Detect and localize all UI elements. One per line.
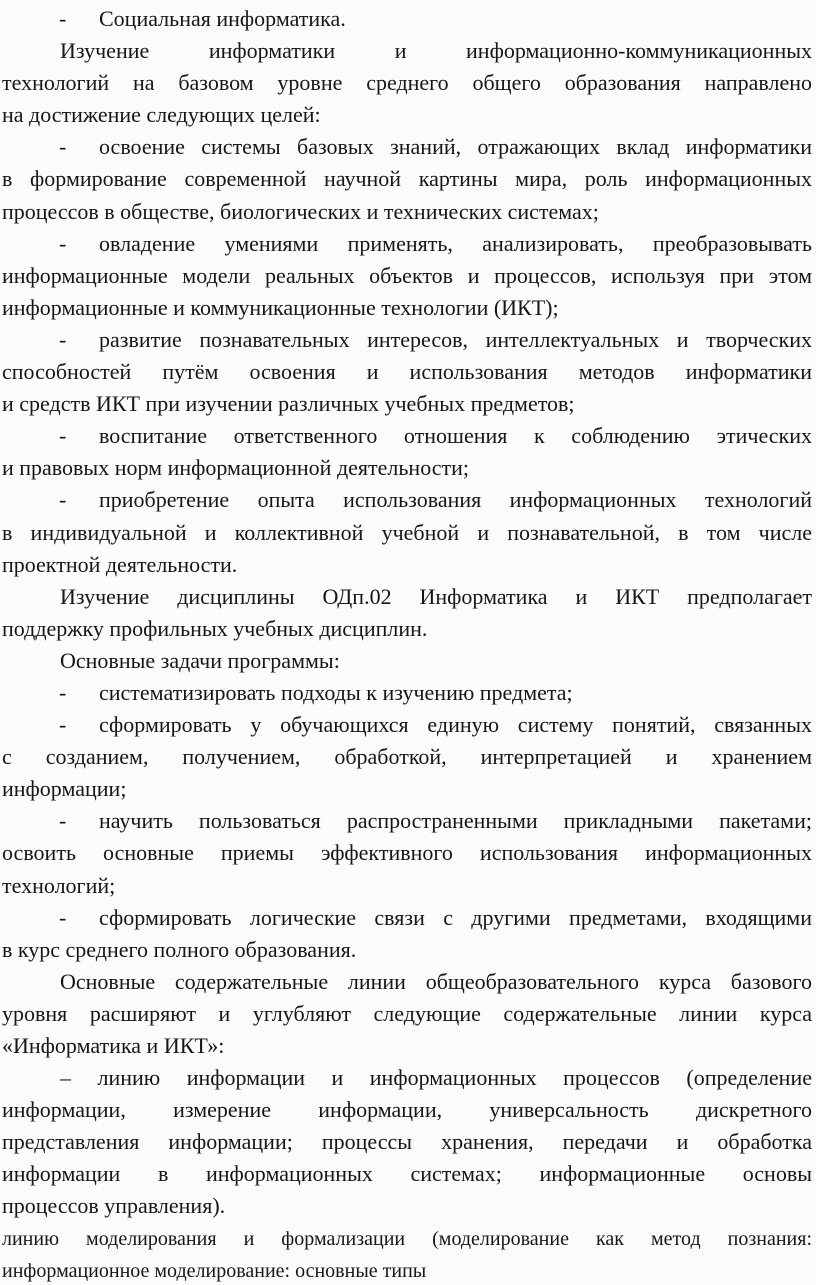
text-line: в индивидуальной и коллективной учебной и познавательной, в том числе [2,519,812,545]
list-dash-icon: - [59,423,67,449]
list-item-text: систематизировать подходы к изучению предмета; [99,679,573,705]
text-line: поддержку профильных учебных дисциплин. [2,615,428,641]
list-item-text: научить пользоваться распространенными прикладными пакетами; [99,808,812,834]
list-item-line [2,709,812,741]
list-item-text: освоение системы базовых знаний, отражающих вклад информатики [99,134,812,160]
list-dash-icon: - [59,487,67,513]
text-line: уровня расширяют и углубляют следующие содержательные линии курса [2,1000,812,1026]
text-line: процессов в обществе, биологических и технических системах; [2,198,599,224]
text-line: в курс среднего полного образования. [2,936,357,962]
list-item-line [2,484,812,516]
text-line: технологий на базовом уровне среднего общего образования направлено [2,70,812,96]
text-line: способностей путём освоения и использования методов информатики [2,359,812,385]
text-line: информации, измерение информации, универсальность дискретного [2,1097,812,1123]
text-line: технологий; [2,872,116,898]
list-dash-icon: - [59,6,67,31]
text-line: линию моделирования и формализации (моделирование как метод познания: [2,1227,812,1250]
text-line: – линию информации и информационных процессов (определение [60,1065,812,1091]
list-item-line [2,677,812,709]
list-item-text: овладение умениями применять, анализировать, преобразовывать [99,230,812,256]
list-item-text: сформировать логические связи с другими предметами, входящими [99,904,812,930]
text-line: Основные содержательные линии общеобразовательного курса базового [60,968,812,994]
list-item-line [2,131,812,163]
text-line: освоить основные приемы эффективного использования информационных [2,840,812,866]
text-line: процессов управления). [2,1193,226,1219]
text-line: Изучение дисциплины ОДп.02 Информатика и ИКТ предполагает [60,583,812,609]
list-item-line [2,228,812,260]
text-line: Изучение информатики и информационно-коммуникационных [60,38,812,64]
list-item-line [2,420,812,452]
document-body [2,3,812,1285]
list-dash-icon: - [59,134,67,160]
list-dash-icon: - [59,712,67,738]
text-line: информации; [2,776,127,802]
text-line: Основные задачи программы: [60,647,340,673]
list-dash-icon: - [59,904,67,930]
list-item-line [2,324,812,356]
text-line: информации в информационных системах; информационные основы [2,1161,812,1187]
list-dash-icon: - [59,230,67,256]
text-line: «Информатика и ИКТ»: [2,1033,225,1058]
list-item-text: развитие познавательных интересов, интеллектуальных и творческих [99,326,812,352]
text-line: на достижение следующих целей: [2,102,321,128]
list-item-text: воспитание ответственного отношения к соблюдению этических [99,423,812,449]
list-item-text: Социальная информатика. [99,6,346,31]
text-line: проектной деятельности. [2,551,238,577]
text-line: с созданием, получением, обработкой, интерпретацией и хранением [2,744,812,770]
text-line: в формирование современной научной картины мира, роль информационных [2,166,812,192]
list-item-line [2,902,812,934]
list-item-text: сформировать у обучающихся единую систему понятий, связанных [99,712,812,738]
text-line: информационное моделирование: основные типы [2,1259,427,1282]
text-line: информационные модели реальных объектов и процессов, используя при этом [2,262,812,288]
list-item-line [2,3,812,35]
list-item-text: приобретение опыта использования информационных технологий [99,487,812,513]
text-line: и средств ИКТ при изучении различных учебных предметов; [2,391,575,417]
list-dash-icon: - [59,808,67,834]
list-dash-icon: - [59,326,67,352]
list-dash-icon: - [59,679,67,705]
text-line: информационные и коммуникационные технологии (ИКТ); [2,294,559,320]
text-line: представления информации; процессы хранения, передачи и обработка [2,1129,812,1155]
list-item-line [2,805,812,837]
text-line: и правовых норм информационной деятельности; [2,455,470,481]
